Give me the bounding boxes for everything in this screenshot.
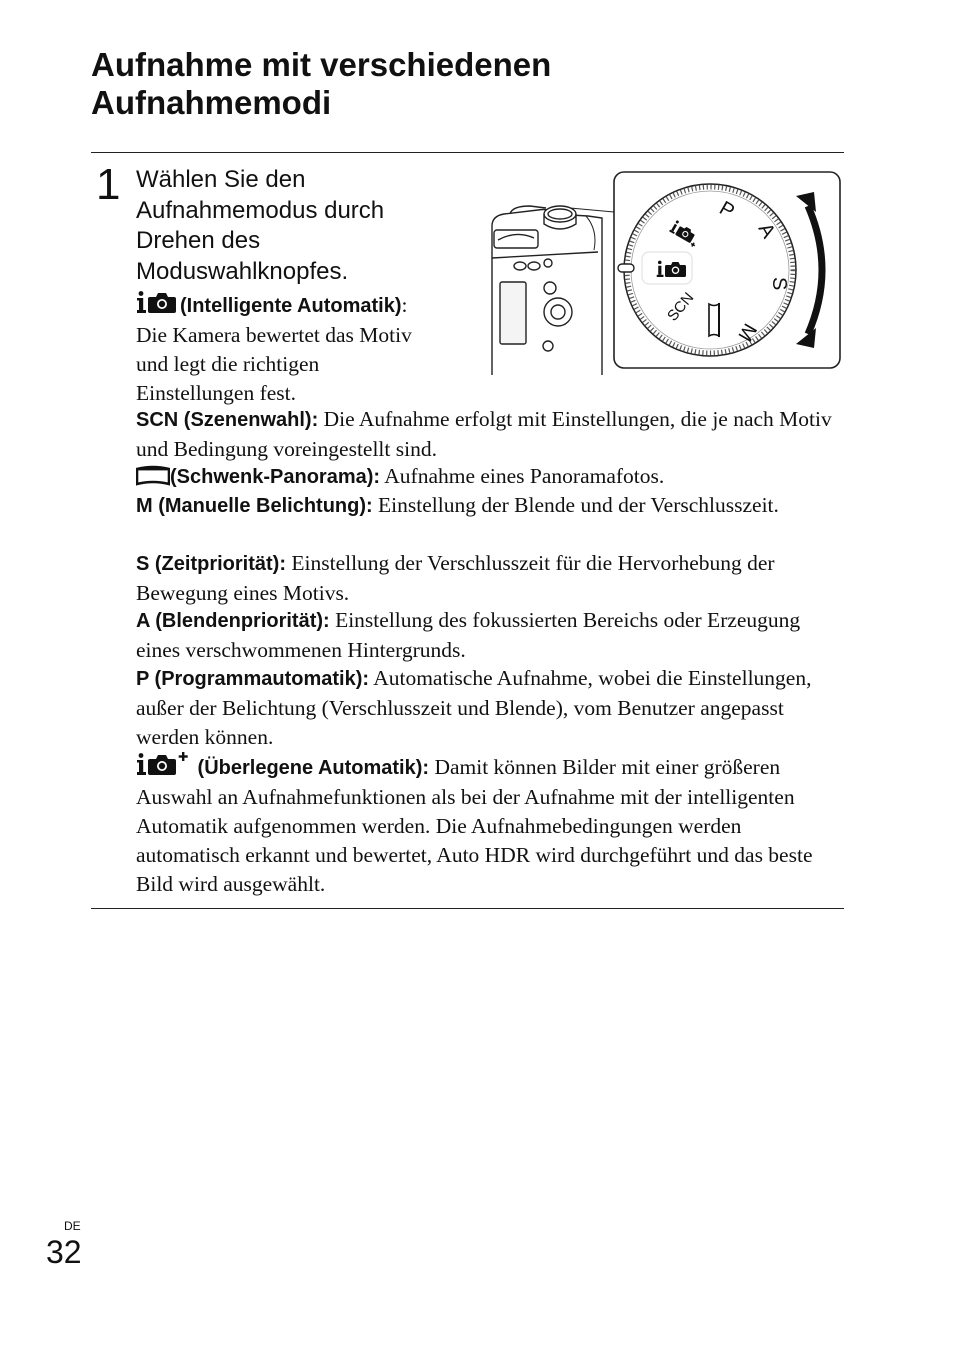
dial-label-a: A [753,219,780,243]
mode-aperture-priority [136,606,836,665]
mode-label: P (Programmautomatik): [136,668,370,690]
mode-description-line: Einstellungen fest. [136,381,297,405]
step-instruction: Wählen Sie den Aufnahmemodus durch Drehen des Moduswahlknopfes. [136,166,385,285]
dial-label-s: S [768,277,790,291]
mode-label: (Überlegene Automatik): [192,757,430,779]
dial-label-scn: SCN [664,289,698,325]
panorama-icon [136,464,170,486]
mode-label: A (Blendenpriorität): [136,610,330,632]
mode-intelligent-auto [136,289,476,408]
mode-manual-exposure [136,491,836,521]
step-number: 1 [96,160,121,209]
page-number: 32 [46,1234,82,1270]
mode-description: Einstellung der Blende und der Verschlusszeit. [372,493,779,517]
mode-scene-selection [136,405,836,464]
mode-label: (Schwenk-Panorama): [170,466,381,488]
mode-dial-illustration [490,170,842,376]
page-title-line-1: Aufnahme mit verschiedenen [91,46,552,83]
mode-description: Einstellung der Verschlusszeit für die Hervorhebung der Bewegung eines Motivs. [136,551,775,605]
intelligent-auto-icon [136,289,180,315]
mode-description: Aufnahme eines Panoramafotos. [380,464,665,488]
mode-label: S (Zeitpriorität): [136,553,286,575]
mode-sweep-panorama [136,462,836,492]
mode-program-auto [136,664,836,752]
top-divider [91,152,844,153]
mode-description-line: Die Kamera bewertet das Motiv [136,323,412,347]
mode-label: SCN (Szenenwahl): [136,409,319,431]
dial-label-m: M [733,319,761,345]
mode-label: M (Manuelle Belichtung): [136,495,373,517]
mode-shutter-priority [136,549,836,608]
mode-description-line: und legt die richtigen [136,352,320,376]
mode-label-suffix: : [401,293,408,317]
dial-label-p: P [715,197,739,224]
mode-description: Automatische Aufnahme, wobei die Einstellungen, außer der Belichtung (Verschlusszeit und Blende), vom Benutzer angepasst werden können. [136,666,812,749]
mode-description: Die Aufnahme erfolgt mit Einstellungen, die je nach Motiv und Bedingung voreingestellt sind. [136,407,832,461]
superior-auto-icon [136,751,192,777]
camera-body [492,206,614,375]
page-title-line-2: Aufnahmemodi [91,84,332,121]
mode-label: (Intelligente Automatik) [180,295,402,317]
mode-description: Damit können Bilder mit einer größeren Auswahl an Aufnahmefunktionen als bei der Aufnahme mit der intelligenten Automatik aufgenommen werden. Die Aufnahmebedingungen werden automatisch erkannt und bewertet, Auto HDR wird durchgeführt und das beste Bild wird ausgewählt. [136,755,813,896]
page-language: DE [64,1219,81,1233]
bottom-divider [91,908,844,909]
mode-superior-auto [136,751,841,899]
page-title [91,46,791,122]
mode-description: Einstellung des fokussierten Bereichs oder Erzeugung eines verschwommenen Hintergrunds. [136,608,801,662]
